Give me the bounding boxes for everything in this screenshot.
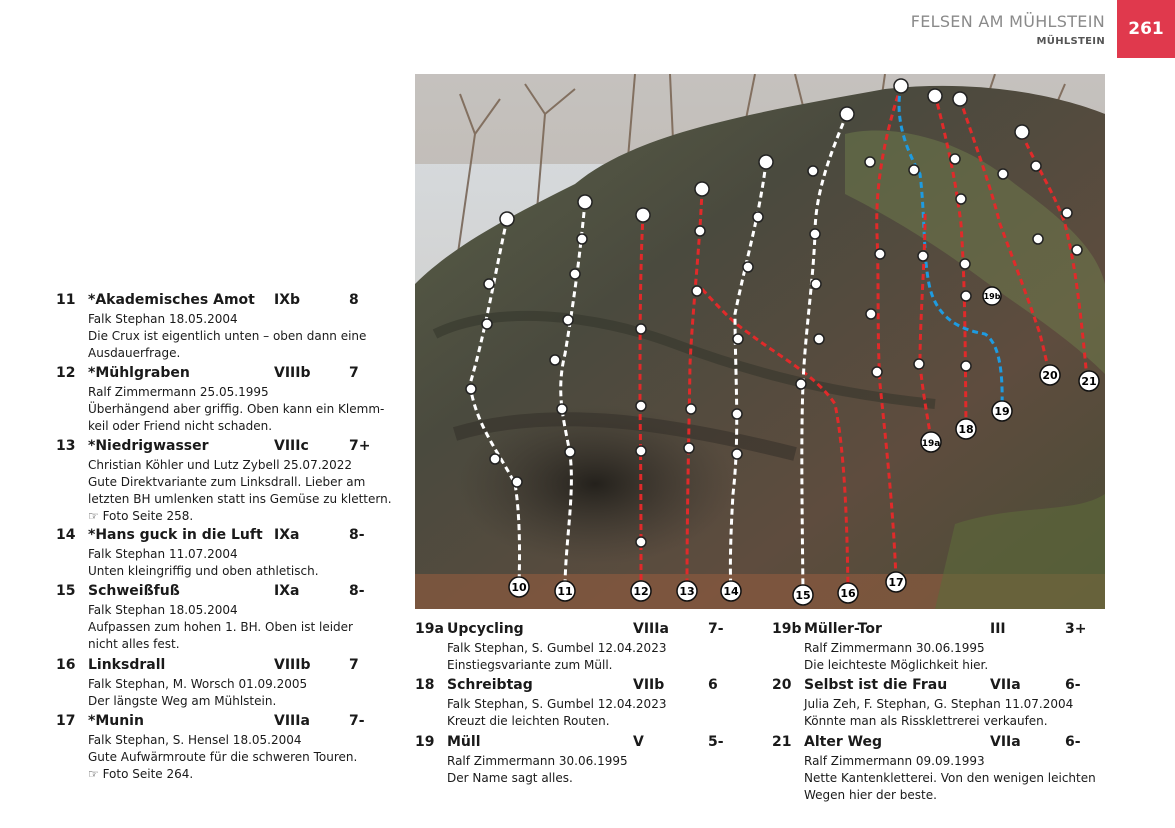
- topo-photo: [415, 74, 1105, 609]
- topo-label-19: 19: [994, 405, 1010, 418]
- route-description-line: Die leichteste Möglichkeit hier.: [804, 658, 989, 672]
- route-21: [772, 734, 1112, 804]
- route-number: 13: [56, 438, 76, 454]
- route-number: 21: [772, 734, 792, 750]
- first-ascent: Falk Stephan 11.07.2004: [88, 547, 238, 561]
- topo-label-16: 16: [840, 587, 856, 600]
- first-ascent: Ralf Zimmermann 25.05.1995: [88, 385, 269, 399]
- route-name: Müller-Tor: [804, 621, 882, 637]
- route-description-line: Unten kleingriffig und oben athletisch.: [88, 564, 319, 578]
- route-description-line: Wegen hier der beste.: [804, 788, 937, 802]
- route-grade-uiaa: IXb: [274, 292, 301, 308]
- route-name: Schreibtag: [447, 677, 533, 693]
- route-number: 14: [56, 527, 76, 543]
- route-grade-uiaa: IXa: [274, 527, 300, 543]
- route-14: [56, 527, 386, 580]
- topo-label-15: 15: [795, 589, 811, 602]
- route-description-line: Gute Aufwärmroute für die schweren Touren.: [88, 750, 358, 764]
- first-ascent: Falk Stephan, M. Worsch 01.09.2005: [88, 677, 308, 691]
- route-number: 19: [415, 734, 435, 750]
- route-number: 19a: [415, 621, 444, 637]
- route-15: [56, 583, 386, 653]
- page-title: FELSEN AM MÜHLSTEIN: [910, 12, 1105, 31]
- route-20: [772, 677, 1112, 730]
- route-description-line: Kreuzt die leichten Routen.: [447, 714, 610, 728]
- route-number: 18: [415, 677, 435, 693]
- route-name: *Hans guck in die Luft: [88, 527, 263, 543]
- first-ascent: Falk Stephan, S. Gumbel 12.04.2023: [447, 697, 667, 711]
- route-grade-uiaa: VIIa: [990, 677, 1021, 693]
- route-16: [56, 657, 386, 710]
- route-name: Selbst ist die Frau: [804, 677, 948, 693]
- route-grade-uiaa: VIIIc: [274, 438, 309, 454]
- topo-label-19b: 19b: [983, 292, 1001, 301]
- route-number: 17: [56, 713, 76, 729]
- route-19: [415, 734, 745, 787]
- route-number: 15: [56, 583, 76, 599]
- first-ascent: Julia Zeh, F. Stephan, G. Stephan 11.07.2004: [804, 697, 1074, 711]
- route-grade-french: 7-: [708, 621, 724, 637]
- topo-label-11: 11: [557, 585, 573, 598]
- route-description-line: keil oder Friend nicht schaden.: [88, 419, 273, 433]
- route-name: *Munin: [88, 713, 144, 729]
- route-description-line: Ausdauerfrage.: [88, 346, 181, 360]
- route-grade-uiaa: VIIIa: [274, 713, 310, 729]
- route-13: [56, 438, 396, 525]
- route-name: *Mühlgraben: [88, 365, 190, 381]
- route-18: [415, 677, 745, 730]
- route-number: 16: [56, 657, 76, 673]
- topo-label-14: 14: [723, 585, 739, 598]
- route-description-line: Überhängend aber griffig. Oben kann ein Klemm-: [88, 402, 385, 416]
- route-name: Alter Weg: [804, 734, 883, 750]
- first-ascent: Falk Stephan 18.05.2004: [88, 312, 238, 326]
- route-grade-uiaa: VIIIb: [274, 365, 311, 381]
- route-grade-uiaa: VIIa: [990, 734, 1021, 750]
- route-name: Schweißfuß: [88, 583, 180, 599]
- topo-label-17: 17: [888, 576, 904, 589]
- route-number: 11: [56, 292, 76, 308]
- route-grade-french: 3+: [1065, 621, 1087, 637]
- topo-label-20: 20: [1042, 369, 1058, 382]
- topo-label-18: 18: [958, 423, 974, 436]
- route-description-line: nicht alles fest.: [88, 637, 180, 651]
- route-description-line: Gute Direktvariante zum Linksdrall. Lieber am: [88, 475, 366, 489]
- route-19b: [772, 621, 1102, 674]
- first-ascent: Falk Stephan, S. Hensel 18.05.2004: [88, 733, 302, 747]
- route-name: Müll: [447, 734, 481, 750]
- route-12: [56, 365, 386, 435]
- route-grade-french: 5-: [708, 734, 724, 750]
- page-header: [911, 12, 1105, 47]
- first-ascent: Ralf Zimmermann 30.06.1995: [447, 754, 628, 768]
- route-name: *Niedrigwasser: [88, 438, 209, 454]
- photo-reference[interactable]: ☞ Foto Seite 258.: [88, 509, 194, 523]
- route-number: 20: [772, 677, 792, 693]
- route-name: Linksdrall: [88, 657, 166, 673]
- route-grade-french: 8: [349, 292, 359, 308]
- route-number: 19b: [772, 621, 802, 637]
- route-name: Upcycling: [447, 621, 524, 637]
- overhang-shadow: [455, 404, 735, 564]
- topo-label-21: 21: [1081, 375, 1097, 388]
- route-grade-french: 6-: [1065, 677, 1081, 693]
- route-11: [56, 292, 386, 362]
- route-grade-uiaa: VIIIb: [274, 657, 311, 673]
- route-description-line: Nette Kantenkletterei. Von den wenigen leichten: [804, 771, 1096, 785]
- route-grade-french: 6: [708, 677, 718, 693]
- page-number: 261: [1117, 0, 1175, 58]
- route-grade-uiaa: VIIIa: [633, 621, 669, 637]
- route-description-line: Könnte man als Rissklettrerei verkaufen.: [804, 714, 1048, 728]
- topo-label-12: 12: [633, 585, 649, 598]
- route-grade-uiaa: III: [990, 621, 1006, 637]
- route-grade-french: 8-: [349, 527, 365, 543]
- route-grade-french: 7+: [349, 438, 371, 454]
- route-description-line: Der Name sagt alles.: [447, 771, 573, 785]
- first-ascent: Falk Stephan, S. Gumbel 12.04.2023: [447, 641, 667, 655]
- first-ascent: Ralf Zimmermann 09.09.1993: [804, 754, 985, 768]
- route-grade-uiaa: V: [633, 734, 644, 750]
- topo-label-10: 10: [511, 581, 527, 594]
- route-17: [56, 713, 386, 783]
- route-grade-french: 8-: [349, 583, 365, 599]
- route-description-line: Der längste Weg am Mühlstein.: [88, 694, 277, 708]
- topo-label-13: 13: [679, 585, 695, 598]
- route-grade-french: 6-: [1065, 734, 1081, 750]
- route-description-line: Die Crux ist eigentlich unten – oben dann eine: [88, 329, 367, 343]
- route-grade-french: 7: [349, 657, 359, 673]
- first-ascent: Falk Stephan 18.05.2004: [88, 603, 238, 617]
- first-ascent: Ralf Zimmermann 30.06.1995: [804, 641, 985, 655]
- route-description-line: letzten BH umlenken statt ins Gemüse zu klettern.: [88, 492, 392, 506]
- topo-svg: [415, 74, 1105, 609]
- topo-label-19a: 19a: [921, 439, 941, 449]
- route-grade-french: 7: [349, 365, 359, 381]
- route-name: *Akademisches Amot: [88, 292, 255, 308]
- route-grade-french: 7-: [349, 713, 365, 729]
- route-number: 12: [56, 365, 76, 381]
- route-description-line: Aufpassen zum hohen 1. BH. Oben ist leider: [88, 620, 353, 634]
- photo-reference[interactable]: ☞ Foto Seite 264.: [88, 767, 194, 781]
- route-description-line: Einstiegsvariante zum Müll.: [447, 658, 613, 672]
- route-19a: [415, 621, 745, 674]
- page-subtitle: MÜHLSTEIN: [1036, 36, 1105, 47]
- route-grade-uiaa: VIIb: [633, 677, 665, 693]
- route-grade-uiaa: IXa: [274, 583, 300, 599]
- first-ascent: Christian Köhler und Lutz Zybell 25.07.2022: [88, 458, 353, 472]
